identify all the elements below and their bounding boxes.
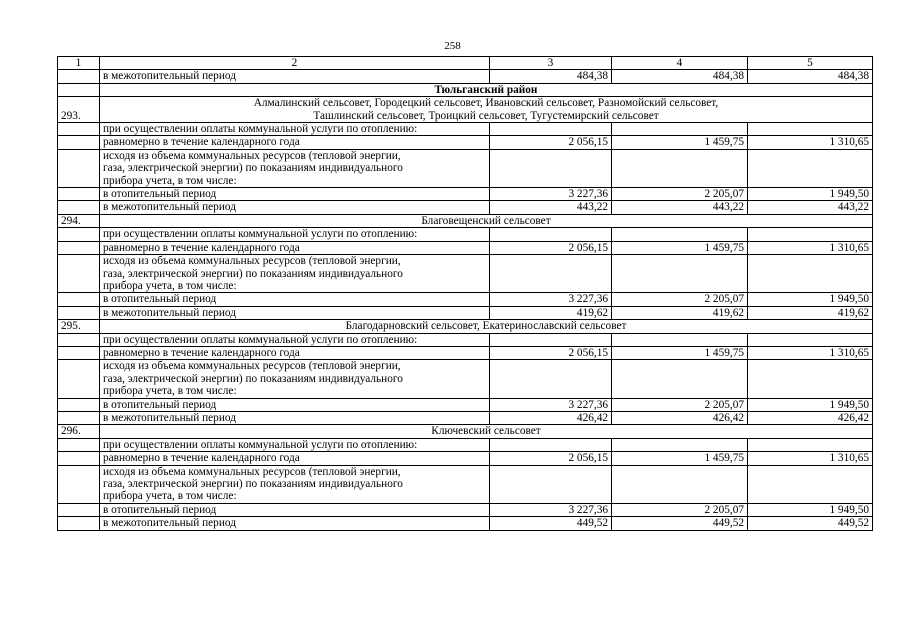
empty-cell — [58, 333, 100, 346]
district-heading: Тюльганский район — [100, 83, 873, 96]
row-label-line: исходя из объема коммунальных ресурсов (тепловой энергии, — [103, 465, 401, 478]
empty-cell — [748, 465, 873, 503]
value-cell: 1 949,50 — [748, 398, 873, 411]
table-row — [58, 136, 873, 149]
row-label-line: прибора учета, в том числе: — [103, 279, 237, 292]
row-label: при осуществлении оплаты коммунальной услуги по отоплению: — [100, 333, 490, 346]
row-label-line: прибора учета, в том числе: — [103, 385, 237, 398]
value-cell: 2 205,07 — [612, 398, 748, 411]
row-label-line: газа, электрической энергии) по показаниям индивидуального — [103, 162, 403, 175]
empty-cell — [490, 438, 612, 451]
column-header: 1 — [58, 57, 100, 70]
row-label — [100, 465, 490, 503]
empty-cell — [58, 438, 100, 451]
empty-cell — [748, 255, 873, 293]
empty-cell — [748, 228, 873, 241]
empty-cell — [612, 255, 748, 293]
section-title-row — [58, 97, 873, 123]
value-cell: 1 949,50 — [748, 188, 873, 201]
empty-cell — [490, 465, 612, 503]
column-header: 3 — [490, 57, 612, 70]
section-title-line: Благодарновский сельсовет, Екатеринославский сельсовет — [345, 320, 627, 333]
column-header: 4 — [612, 57, 748, 70]
value-cell: 426,42 — [612, 411, 748, 424]
value-cell: 2 056,15 — [490, 136, 612, 149]
empty-cell — [612, 149, 748, 187]
empty-cell — [58, 241, 100, 254]
table-row — [58, 306, 873, 319]
table-row — [58, 241, 873, 254]
empty-cell — [748, 438, 873, 451]
row-label — [100, 255, 490, 293]
table-row — [58, 255, 873, 293]
value-cell: 419,62 — [490, 306, 612, 319]
row-label: в отопительный период — [100, 503, 490, 516]
empty-cell — [58, 517, 100, 530]
row-label: в межотопительный период — [100, 70, 490, 83]
value-cell: 2 205,07 — [612, 293, 748, 306]
empty-cell — [58, 452, 100, 465]
value-cell: 3 227,36 — [490, 293, 612, 306]
empty-cell — [58, 503, 100, 516]
table-row — [58, 188, 873, 201]
value-cell: 426,42 — [748, 411, 873, 424]
row-label: равномерно в течение календарного года — [100, 346, 490, 359]
row-label: в отопительный период — [100, 188, 490, 201]
value-cell: 449,52 — [490, 517, 612, 530]
value-cell: 3 227,36 — [490, 188, 612, 201]
section-title — [100, 425, 873, 438]
value-cell: 443,22 — [612, 201, 748, 214]
empty-cell — [58, 83, 100, 96]
value-cell: 443,22 — [748, 201, 873, 214]
table-row — [58, 201, 873, 214]
value-cell: 1 310,65 — [748, 136, 873, 149]
empty-cell — [490, 123, 612, 136]
section-title-row — [58, 425, 873, 438]
section-title — [100, 214, 873, 227]
row-label: при осуществлении оплаты коммунальной услуги по отоплению: — [100, 438, 490, 451]
value-cell: 443,22 — [490, 201, 612, 214]
section-number: 295. — [58, 320, 100, 333]
table-row — [58, 149, 873, 187]
value-cell: 1 310,65 — [748, 346, 873, 359]
section-title-row — [58, 320, 873, 333]
empty-cell — [490, 333, 612, 346]
empty-cell — [58, 411, 100, 424]
empty-cell — [612, 438, 748, 451]
value-cell: 419,62 — [748, 306, 873, 319]
empty-cell — [612, 333, 748, 346]
section-title-row — [58, 214, 873, 227]
empty-cell — [748, 123, 873, 136]
value-cell: 484,38 — [612, 70, 748, 83]
empty-cell — [490, 149, 612, 187]
empty-cell — [58, 136, 100, 149]
value-cell: 449,52 — [612, 517, 748, 530]
row-label: в межотопительный период — [100, 517, 490, 530]
row-label — [100, 360, 490, 398]
value-cell: 2 056,15 — [490, 452, 612, 465]
empty-cell — [58, 360, 100, 398]
empty-cell — [58, 70, 100, 83]
row-label-line: газа, электрической энергии) по показаниям индивидуального — [103, 267, 403, 280]
empty-cell — [58, 149, 100, 187]
value-cell: 2 205,07 — [612, 188, 748, 201]
row-label-line: исходя из объема коммунальных ресурсов (тепловой энергии, — [103, 360, 401, 373]
row-label-line: газа, электрической энергии) по показаниям индивидуального — [103, 478, 403, 490]
value-cell: 2 205,07 — [612, 503, 748, 516]
empty-cell — [58, 123, 100, 136]
row-label: в отопительный период — [100, 293, 490, 306]
table-row — [58, 452, 873, 465]
value-cell: 2 056,15 — [490, 346, 612, 359]
section-title-line: Благовещенский сельсовет — [421, 214, 551, 227]
value-cell: 1 949,50 — [748, 503, 873, 516]
section-number: 293. — [58, 97, 100, 123]
column-header-row — [58, 57, 873, 70]
empty-cell — [612, 123, 748, 136]
table-row — [58, 346, 873, 359]
empty-cell — [490, 360, 612, 398]
section-title — [100, 97, 873, 123]
table-row — [58, 228, 873, 241]
row-label-line: прибора учета, в том числе: — [103, 174, 237, 187]
section-title-line: Ключевский сельсовет — [431, 425, 541, 438]
page-number: 258 — [444, 40, 461, 52]
empty-cell — [612, 360, 748, 398]
row-label — [100, 149, 490, 187]
table-row — [58, 438, 873, 451]
value-cell: 1 459,75 — [612, 346, 748, 359]
row-label: равномерно в течение календарного года — [100, 241, 490, 254]
value-cell: 484,38 — [490, 70, 612, 83]
table-row — [58, 398, 873, 411]
value-cell: 3 227,36 — [490, 503, 612, 516]
empty-cell — [612, 228, 748, 241]
row-label-line: исходя из объема коммунальных ресурсов (тепловой энергии, — [103, 255, 401, 268]
section-title-line: Ташлинский сельсовет, Троицкий сельсовет, Тугустемирский сельсовет — [313, 109, 659, 122]
row-label: равномерно в течение календарного года — [100, 452, 490, 465]
empty-cell — [490, 255, 612, 293]
table-row — [58, 70, 873, 83]
section-number: 296. — [58, 425, 100, 438]
empty-cell — [58, 398, 100, 411]
table-row — [58, 411, 873, 424]
table-row — [58, 503, 873, 516]
empty-cell — [748, 360, 873, 398]
value-cell: 449,52 — [748, 517, 873, 530]
value-cell: 1 310,65 — [748, 452, 873, 465]
empty-cell — [58, 201, 100, 214]
empty-cell — [748, 149, 873, 187]
row-label-line: газа, электрической энергии) по показаниям индивидуального — [103, 372, 403, 385]
value-cell: 484,38 — [748, 70, 873, 83]
empty-cell — [58, 465, 100, 503]
column-header: 2 — [100, 57, 490, 70]
empty-cell — [490, 228, 612, 241]
row-label-line: прибора учета, в том числе: — [103, 490, 237, 503]
row-label: в межотопительный период — [100, 306, 490, 319]
section-title-line: Алмалинский сельсовет, Городецкий сельсовет, Ивановский сельсовет, Разномойский сельсовет, — [253, 97, 719, 110]
table-row — [58, 465, 873, 503]
empty-cell — [58, 228, 100, 241]
value-cell: 1 459,75 — [612, 136, 748, 149]
row-label: при осуществлении оплаты коммунальной услуги по отоплению: — [100, 228, 490, 241]
row-label: в межотопительный период — [100, 201, 490, 214]
value-cell: 1 310,65 — [748, 241, 873, 254]
value-cell: 426,42 — [490, 411, 612, 424]
tariff-table — [57, 56, 873, 531]
empty-cell — [58, 346, 100, 359]
section-number: 294. — [58, 214, 100, 227]
empty-cell — [58, 255, 100, 293]
value-cell: 1 949,50 — [748, 293, 873, 306]
table-row — [58, 123, 873, 136]
table-row — [58, 333, 873, 346]
row-label: в отопительный период — [100, 398, 490, 411]
row-label: в межотопительный период — [100, 411, 490, 424]
row-label-line: исходя из объема коммунальных ресурсов (тепловой энергии, — [103, 149, 401, 162]
table-row — [58, 360, 873, 398]
value-cell: 419,62 — [612, 306, 748, 319]
empty-cell — [748, 333, 873, 346]
value-cell: 3 227,36 — [490, 398, 612, 411]
row-label: при осуществлении оплаты коммунальной услуги по отоплению: — [100, 123, 490, 136]
value-cell: 1 459,75 — [612, 241, 748, 254]
table-row — [58, 293, 873, 306]
district-row — [58, 83, 873, 96]
section-title — [100, 320, 873, 333]
empty-cell — [58, 306, 100, 319]
row-label: равномерно в течение календарного года — [100, 136, 490, 149]
value-cell: 1 459,75 — [612, 452, 748, 465]
empty-cell — [58, 293, 100, 306]
empty-cell — [612, 465, 748, 503]
value-cell: 2 056,15 — [490, 241, 612, 254]
empty-cell — [58, 188, 100, 201]
table-row — [58, 517, 873, 530]
column-header: 5 — [748, 57, 873, 70]
